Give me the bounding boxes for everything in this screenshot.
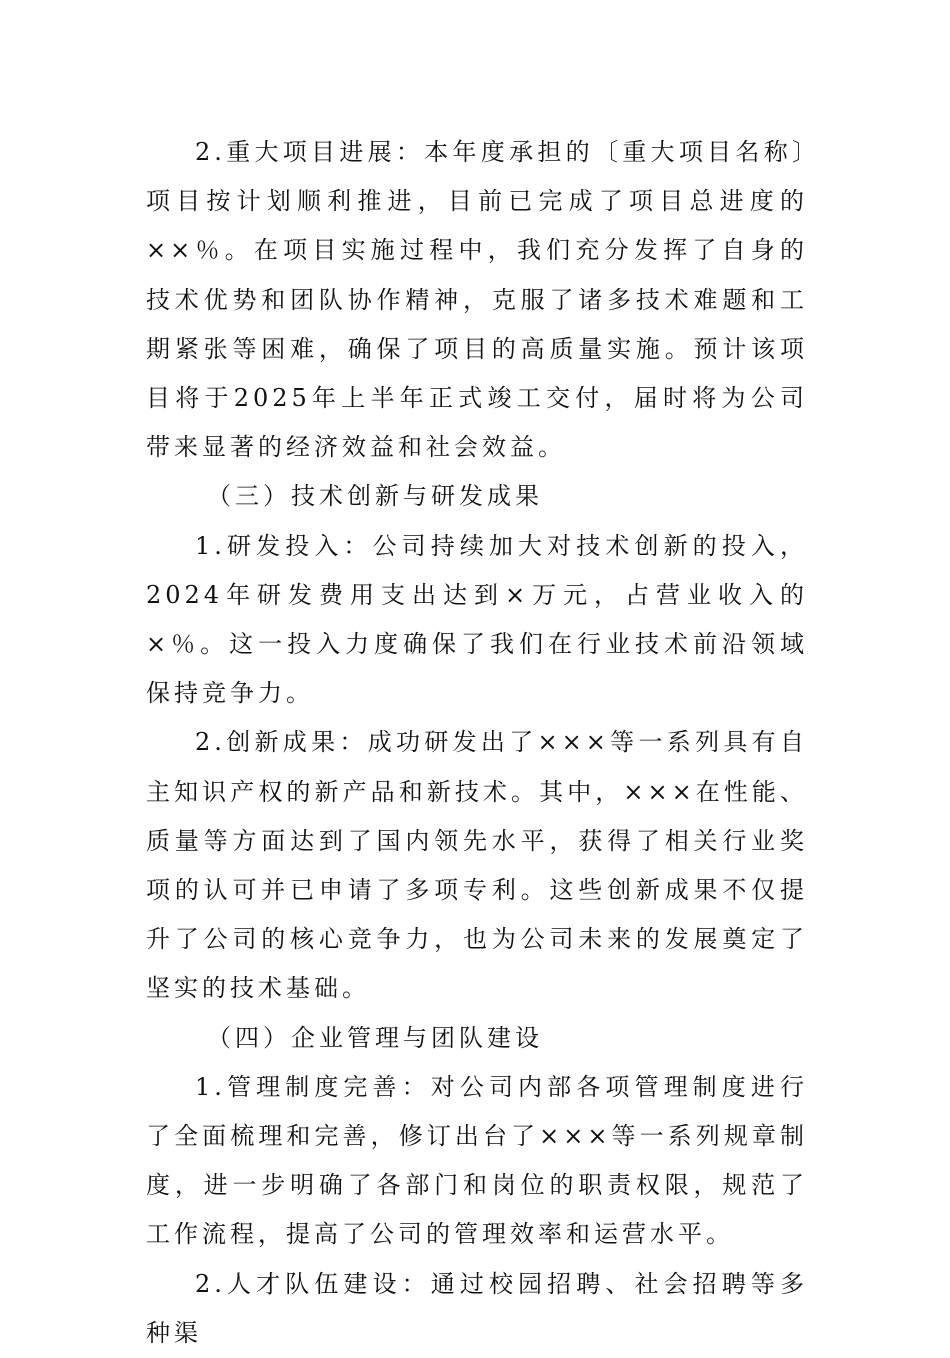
paragraph-major-project-progress: 2.重大项目进展：本年度承担的〔重大项目名称〕项目按计划顺利推进，目前已完成了项目总进度的××％。在项目实施过程中，我们充分发挥了自身的技术优势和团队协作精神，克服了诸多技术难题和工期紧张等困难，确保了项目的高质量实施。预计该项目将于2025年上半年正式竣工交付，届时将为公司带来显著的经济效益和社会效益。 — [146, 138, 808, 462]
paragraph-talent-building: 2.人才队伍建设：通过校园招聘、社会招聘等多种渠 — [146, 1269, 808, 1347]
paragraph-innovation-results: 2.创新成果：成功研发出了×××等一系列具有自主知识产权的新产品和新技术。其中，×××在性能、质量等方面达到了国内领先水平，获得了相关行业奖项的认可并已申请了多项专利。这些创新成果不仅提升了公司的核心竞争力，也为公司未来的发展奠定了坚实的技术基础。 — [146, 728, 808, 1003]
paragraph-management-system: 1.管理制度完善：对公司内部各项管理制度进行了全面梳理和完善，修订出台了×××等一系列规章制度，进一步明确了各部门和岗位的职责权限，规范了工作流程，提高了公司的管理效率和运营水平。 — [146, 1072, 808, 1249]
section-heading-tech-innovation: （三）技术创新与研发成果 — [207, 482, 543, 511]
section-heading-management-team: （四）企业管理与团队建设 — [207, 1023, 543, 1052]
paragraph-rd-investment: 1.研发投入：公司持续加大对技术创新的投入，2024年研发费用支出达到×万元，占营业收入的×％。这一投入力度确保了我们在行业技术前沿领域保持竞争力。 — [146, 531, 808, 708]
document-body — [146, 128, 808, 1358]
